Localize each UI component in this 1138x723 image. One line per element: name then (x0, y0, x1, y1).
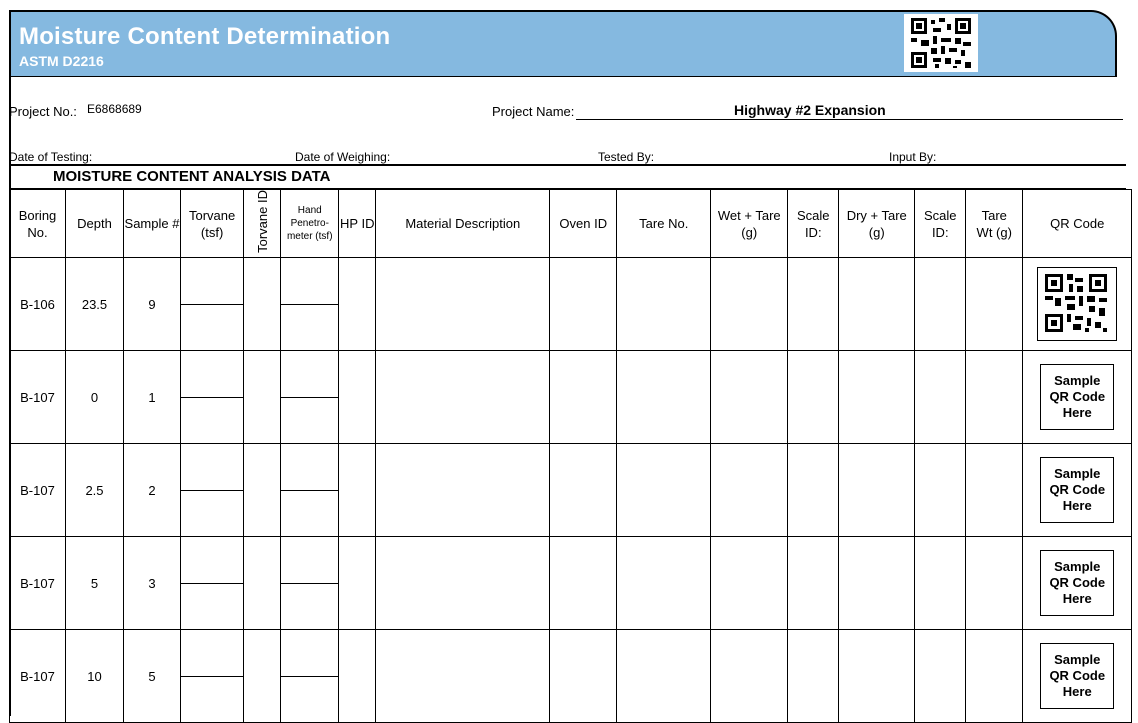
input-by-label: Input By: (889, 150, 937, 164)
table-row (10, 537, 1132, 630)
dry-tare-cell[interactable] (839, 444, 915, 537)
scale-id-1-cell[interactable] (788, 351, 839, 444)
tare-no-cell[interactable] (617, 630, 711, 723)
torvane-cell[interactable] (181, 630, 244, 723)
sample-cell[interactable]: 2 (124, 444, 181, 537)
sample-cell[interactable]: 3 (124, 537, 181, 630)
scale-id-2-cell[interactable] (915, 258, 966, 351)
tare-wt-cell[interactable] (966, 630, 1023, 723)
hand-penetrometer-cell[interactable] (281, 258, 339, 351)
tare-wt-cell[interactable] (966, 258, 1023, 351)
torvane-id-cell[interactable] (244, 258, 281, 351)
hand-penetrometer-cell[interactable] (281, 444, 339, 537)
torvane-id-cell[interactable] (244, 444, 281, 537)
wet-tare-cell[interactable] (711, 537, 788, 630)
col-boring-no: Boring No. (10, 190, 66, 258)
col-oven-id: Oven ID (550, 190, 617, 258)
boring-cell[interactable]: B-107 (10, 537, 66, 630)
oven-id-cell[interactable] (550, 258, 617, 351)
scale-id-2-cell[interactable] (915, 537, 966, 630)
qr-placeholder: Sample QR Code Here (1040, 364, 1114, 430)
date-of-weighing-label: Date of Weighing: (295, 150, 391, 164)
tested-by-label: Tested By: (598, 150, 655, 164)
wet-tare-cell[interactable] (711, 351, 788, 444)
tare-wt-cell[interactable] (966, 351, 1023, 444)
torvane-cell[interactable] (181, 258, 244, 351)
torvane-id-cell[interactable] (244, 351, 281, 444)
project-name-underline (576, 119, 1123, 120)
section-header (9, 164, 1126, 190)
section-title: MOISTURE CONTENT ANALYSIS DATA (53, 168, 331, 185)
hp-id-cell[interactable] (339, 537, 376, 630)
scale-id-1-cell[interactable] (788, 444, 839, 537)
scale-id-2-cell[interactable] (915, 351, 966, 444)
tare-no-cell[interactable] (617, 258, 711, 351)
col-material-description: Material Description (376, 190, 550, 258)
col-sample: Sample # (124, 190, 181, 258)
header-qr-code-icon (904, 14, 978, 72)
material-description-cell[interactable] (376, 537, 550, 630)
material-description-cell[interactable] (376, 444, 550, 537)
depth-cell[interactable]: 5 (66, 537, 124, 630)
scale-id-1-cell[interactable] (788, 537, 839, 630)
tare-wt-cell[interactable] (966, 444, 1023, 537)
col-torvane: Torvane (tsf) (181, 190, 244, 258)
hp-id-cell[interactable] (339, 351, 376, 444)
sample-qr-code-icon (1037, 267, 1117, 341)
moisture-data-table (9, 189, 1132, 723)
form-header-banner (9, 10, 1117, 77)
oven-id-cell[interactable] (550, 630, 617, 723)
hp-id-cell[interactable] (339, 444, 376, 537)
project-name-label: Project Name: (492, 104, 575, 119)
scale-id-2-cell[interactable] (915, 444, 966, 537)
tare-wt-cell[interactable] (966, 537, 1023, 630)
boring-cell[interactable]: B-107 (10, 630, 66, 723)
col-torvane-id-label: Torvane ID (254, 190, 270, 253)
boring-cell[interactable]: B-106 (10, 258, 66, 351)
depth-cell[interactable]: 2.5 (66, 444, 124, 537)
tare-no-cell[interactable] (617, 537, 711, 630)
qr-placeholder: Sample QR Code Here (1040, 550, 1114, 616)
table-header-row (10, 190, 1132, 258)
qr-code-cell (1023, 537, 1132, 630)
col-hp-id: HP ID (339, 190, 376, 258)
col-wet-tare: Wet + Tare (g) (711, 190, 788, 258)
torvane-cell[interactable] (181, 537, 244, 630)
boring-cell[interactable]: B-107 (10, 444, 66, 537)
torvane-cell[interactable] (181, 444, 244, 537)
col-qr-code: QR Code (1023, 190, 1132, 258)
dry-tare-cell[interactable] (839, 351, 915, 444)
date-of-testing-label: Date of Testing: (9, 150, 93, 164)
dry-tare-cell[interactable] (839, 258, 915, 351)
table-row (10, 351, 1132, 444)
sample-cell[interactable]: 5 (124, 630, 181, 723)
oven-id-cell[interactable] (550, 537, 617, 630)
hp-id-cell[interactable] (339, 630, 376, 723)
tare-no-cell[interactable] (617, 351, 711, 444)
project-number-label: Project No.: (9, 104, 77, 119)
scale-id-1-cell[interactable] (788, 630, 839, 723)
wet-tare-cell[interactable] (711, 258, 788, 351)
col-hand-penetrometer: Hand Penetro-meter (tsf) (281, 190, 339, 258)
col-tare-wt: Tare Wt (g) (966, 190, 1023, 258)
torvane-cell[interactable] (181, 351, 244, 444)
wet-tare-cell[interactable] (711, 630, 788, 723)
scale-id-2-cell[interactable] (915, 630, 966, 723)
qr-code-cell (1023, 351, 1132, 444)
form-title: Moisture Content Determination (19, 23, 391, 50)
col-tare-no: Tare No. (617, 190, 711, 258)
material-description-cell[interactable] (376, 258, 550, 351)
project-number-value[interactable]: E6868689 (87, 102, 142, 116)
material-description-cell[interactable] (376, 630, 550, 723)
hand-penetrometer-cell[interactable] (281, 351, 339, 444)
project-name-value[interactable]: Highway #2 Expansion (734, 102, 886, 118)
qr-placeholder: Sample QR Code Here (1040, 643, 1114, 709)
depth-cell[interactable]: 0 (66, 351, 124, 444)
depth-cell[interactable]: 10 (66, 630, 124, 723)
oven-id-cell[interactable] (550, 444, 617, 537)
hp-id-cell[interactable] (339, 258, 376, 351)
hand-penetrometer-cell[interactable] (281, 537, 339, 630)
col-depth: Depth (66, 190, 124, 258)
wet-tare-cell[interactable] (711, 444, 788, 537)
form-standard: ASTM D2216 (19, 53, 104, 69)
dry-tare-cell[interactable] (839, 537, 915, 630)
col-scale-id-1: Scale ID: (788, 190, 839, 258)
qr-code-cell (1023, 444, 1132, 537)
col-scale-id-2: Scale ID: (915, 190, 966, 258)
table-row (10, 258, 1132, 351)
table-row (10, 444, 1132, 537)
scale-id-1-cell[interactable] (788, 258, 839, 351)
sample-cell[interactable]: 1 (124, 351, 181, 444)
col-torvane-id (244, 190, 281, 258)
qr-code-cell (1023, 630, 1132, 723)
material-description-cell[interactable] (376, 351, 550, 444)
torvane-id-cell[interactable] (244, 537, 281, 630)
tare-no-cell[interactable] (617, 444, 711, 537)
boring-cell[interactable]: B-107 (10, 351, 66, 444)
hand-penetrometer-cell[interactable] (281, 630, 339, 723)
sample-cell[interactable]: 9 (124, 258, 181, 351)
qr-code-cell (1023, 258, 1132, 351)
qr-placeholder: Sample QR Code Here (1040, 457, 1114, 523)
depth-cell[interactable]: 23.5 (66, 258, 124, 351)
dry-tare-cell[interactable] (839, 630, 915, 723)
table-row (10, 630, 1132, 723)
torvane-id-cell[interactable] (244, 630, 281, 723)
oven-id-cell[interactable] (550, 351, 617, 444)
col-dry-tare: Dry + Tare (g) (839, 190, 915, 258)
